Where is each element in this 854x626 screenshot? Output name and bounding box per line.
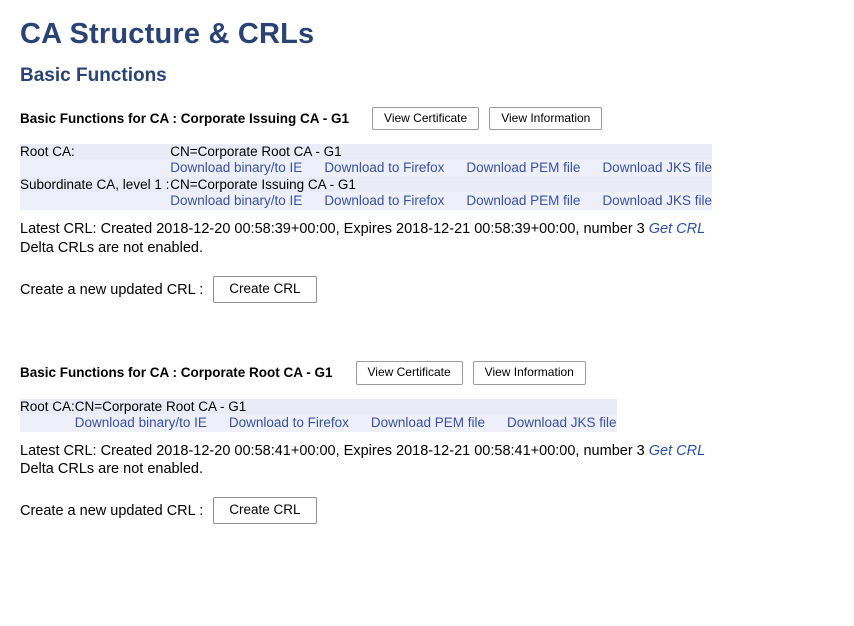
download-jks-link[interactable]: Download JKS file bbox=[506, 414, 617, 430]
ca-header bbox=[20, 361, 834, 384]
create-crl-label: Create a new updated CRL : bbox=[20, 281, 204, 298]
delta-crl-status: Delta CRLs are not enabled. bbox=[20, 461, 203, 478]
table-row bbox=[20, 144, 712, 159]
row-label: Subordinate CA, level 1 : bbox=[20, 177, 170, 193]
download-firefox-link[interactable]: Download to Firefox bbox=[324, 160, 445, 176]
ca-chain-table bbox=[20, 144, 712, 210]
row-value: CN=Corporate Root CA - G1 bbox=[75, 399, 617, 414]
download-binary-ie-link[interactable]: Download binary/to IE bbox=[170, 160, 303, 176]
create-crl-label: Create a new updated CRL : bbox=[20, 502, 204, 519]
download-binary-ie-link[interactable]: Download binary/to IE bbox=[74, 414, 207, 430]
download-firefox-link[interactable]: Download to Firefox bbox=[324, 193, 445, 209]
table-row bbox=[20, 414, 617, 432]
ca-block-issuing bbox=[20, 107, 834, 303]
table-row bbox=[20, 159, 712, 177]
view-certificate-button[interactable]: View Certificate bbox=[356, 361, 463, 384]
row-spacer bbox=[20, 414, 75, 432]
ca-header bbox=[20, 107, 834, 130]
download-links bbox=[75, 414, 617, 432]
create-crl-row bbox=[20, 497, 834, 524]
get-crl-link[interactable]: Get CRL bbox=[648, 221, 706, 238]
ca-chain-table bbox=[20, 399, 617, 432]
section-title: Basic Functions bbox=[20, 65, 167, 86]
row-spacer bbox=[20, 159, 170, 177]
view-certificate-button[interactable]: View Certificate bbox=[372, 107, 479, 130]
table-row bbox=[20, 177, 712, 192]
page-title: CA Structure & CRLs bbox=[20, 18, 315, 50]
table-row bbox=[20, 399, 617, 414]
download-pem-link[interactable]: Download PEM file bbox=[370, 414, 485, 430]
download-firefox-link[interactable]: Download to Firefox bbox=[228, 414, 349, 430]
ca-block-root bbox=[20, 361, 834, 524]
latest-crl-text: Latest CRL: Created 2018-12-20 00:58:41+00:00, Expires 2018-12-21 00:58:41+00:00, number 3 bbox=[20, 442, 645, 459]
download-jks-link[interactable]: Download JKS file bbox=[602, 160, 712, 176]
view-information-button[interactable]: View Information bbox=[489, 107, 602, 130]
create-crl-button[interactable]: Create CRL bbox=[213, 497, 316, 524]
row-spacer bbox=[20, 192, 170, 210]
get-crl-link[interactable]: Get CRL bbox=[648, 442, 706, 459]
row-value: CN=Corporate Issuing CA - G1 bbox=[170, 177, 712, 192]
latest-crl-line bbox=[20, 220, 834, 240]
download-pem-link[interactable]: Download PEM file bbox=[466, 160, 581, 176]
view-information-button[interactable]: View Information bbox=[473, 361, 586, 384]
row-label: Root CA: bbox=[20, 398, 75, 414]
ca-header-label: Basic Functions for CA : Corporate Root CA - G1 bbox=[20, 365, 333, 381]
table-row bbox=[20, 192, 712, 210]
download-pem-link[interactable]: Download PEM file bbox=[466, 193, 581, 209]
delta-crl-status: Delta CRLs are not enabled. bbox=[20, 239, 203, 256]
download-binary-ie-link[interactable]: Download binary/to IE bbox=[170, 193, 303, 209]
row-value: CN=Corporate Root CA - G1 bbox=[170, 144, 712, 159]
row-label: Root CA: bbox=[20, 144, 170, 159]
download-jks-link[interactable]: Download JKS file bbox=[602, 193, 712, 209]
download-links bbox=[170, 192, 712, 210]
latest-crl-line bbox=[20, 442, 834, 462]
create-crl-button[interactable]: Create CRL bbox=[213, 276, 316, 303]
ca-header-label: Basic Functions for CA : Corporate Issuing CA - G1 bbox=[20, 111, 350, 127]
latest-crl-text: Latest CRL: Created 2018-12-20 00:58:39+00:00, Expires 2018-12-21 00:58:39+00:00, number 3 bbox=[20, 221, 645, 238]
download-links bbox=[170, 159, 712, 177]
block-spacer bbox=[20, 333, 834, 361]
create-crl-row bbox=[20, 276, 834, 303]
